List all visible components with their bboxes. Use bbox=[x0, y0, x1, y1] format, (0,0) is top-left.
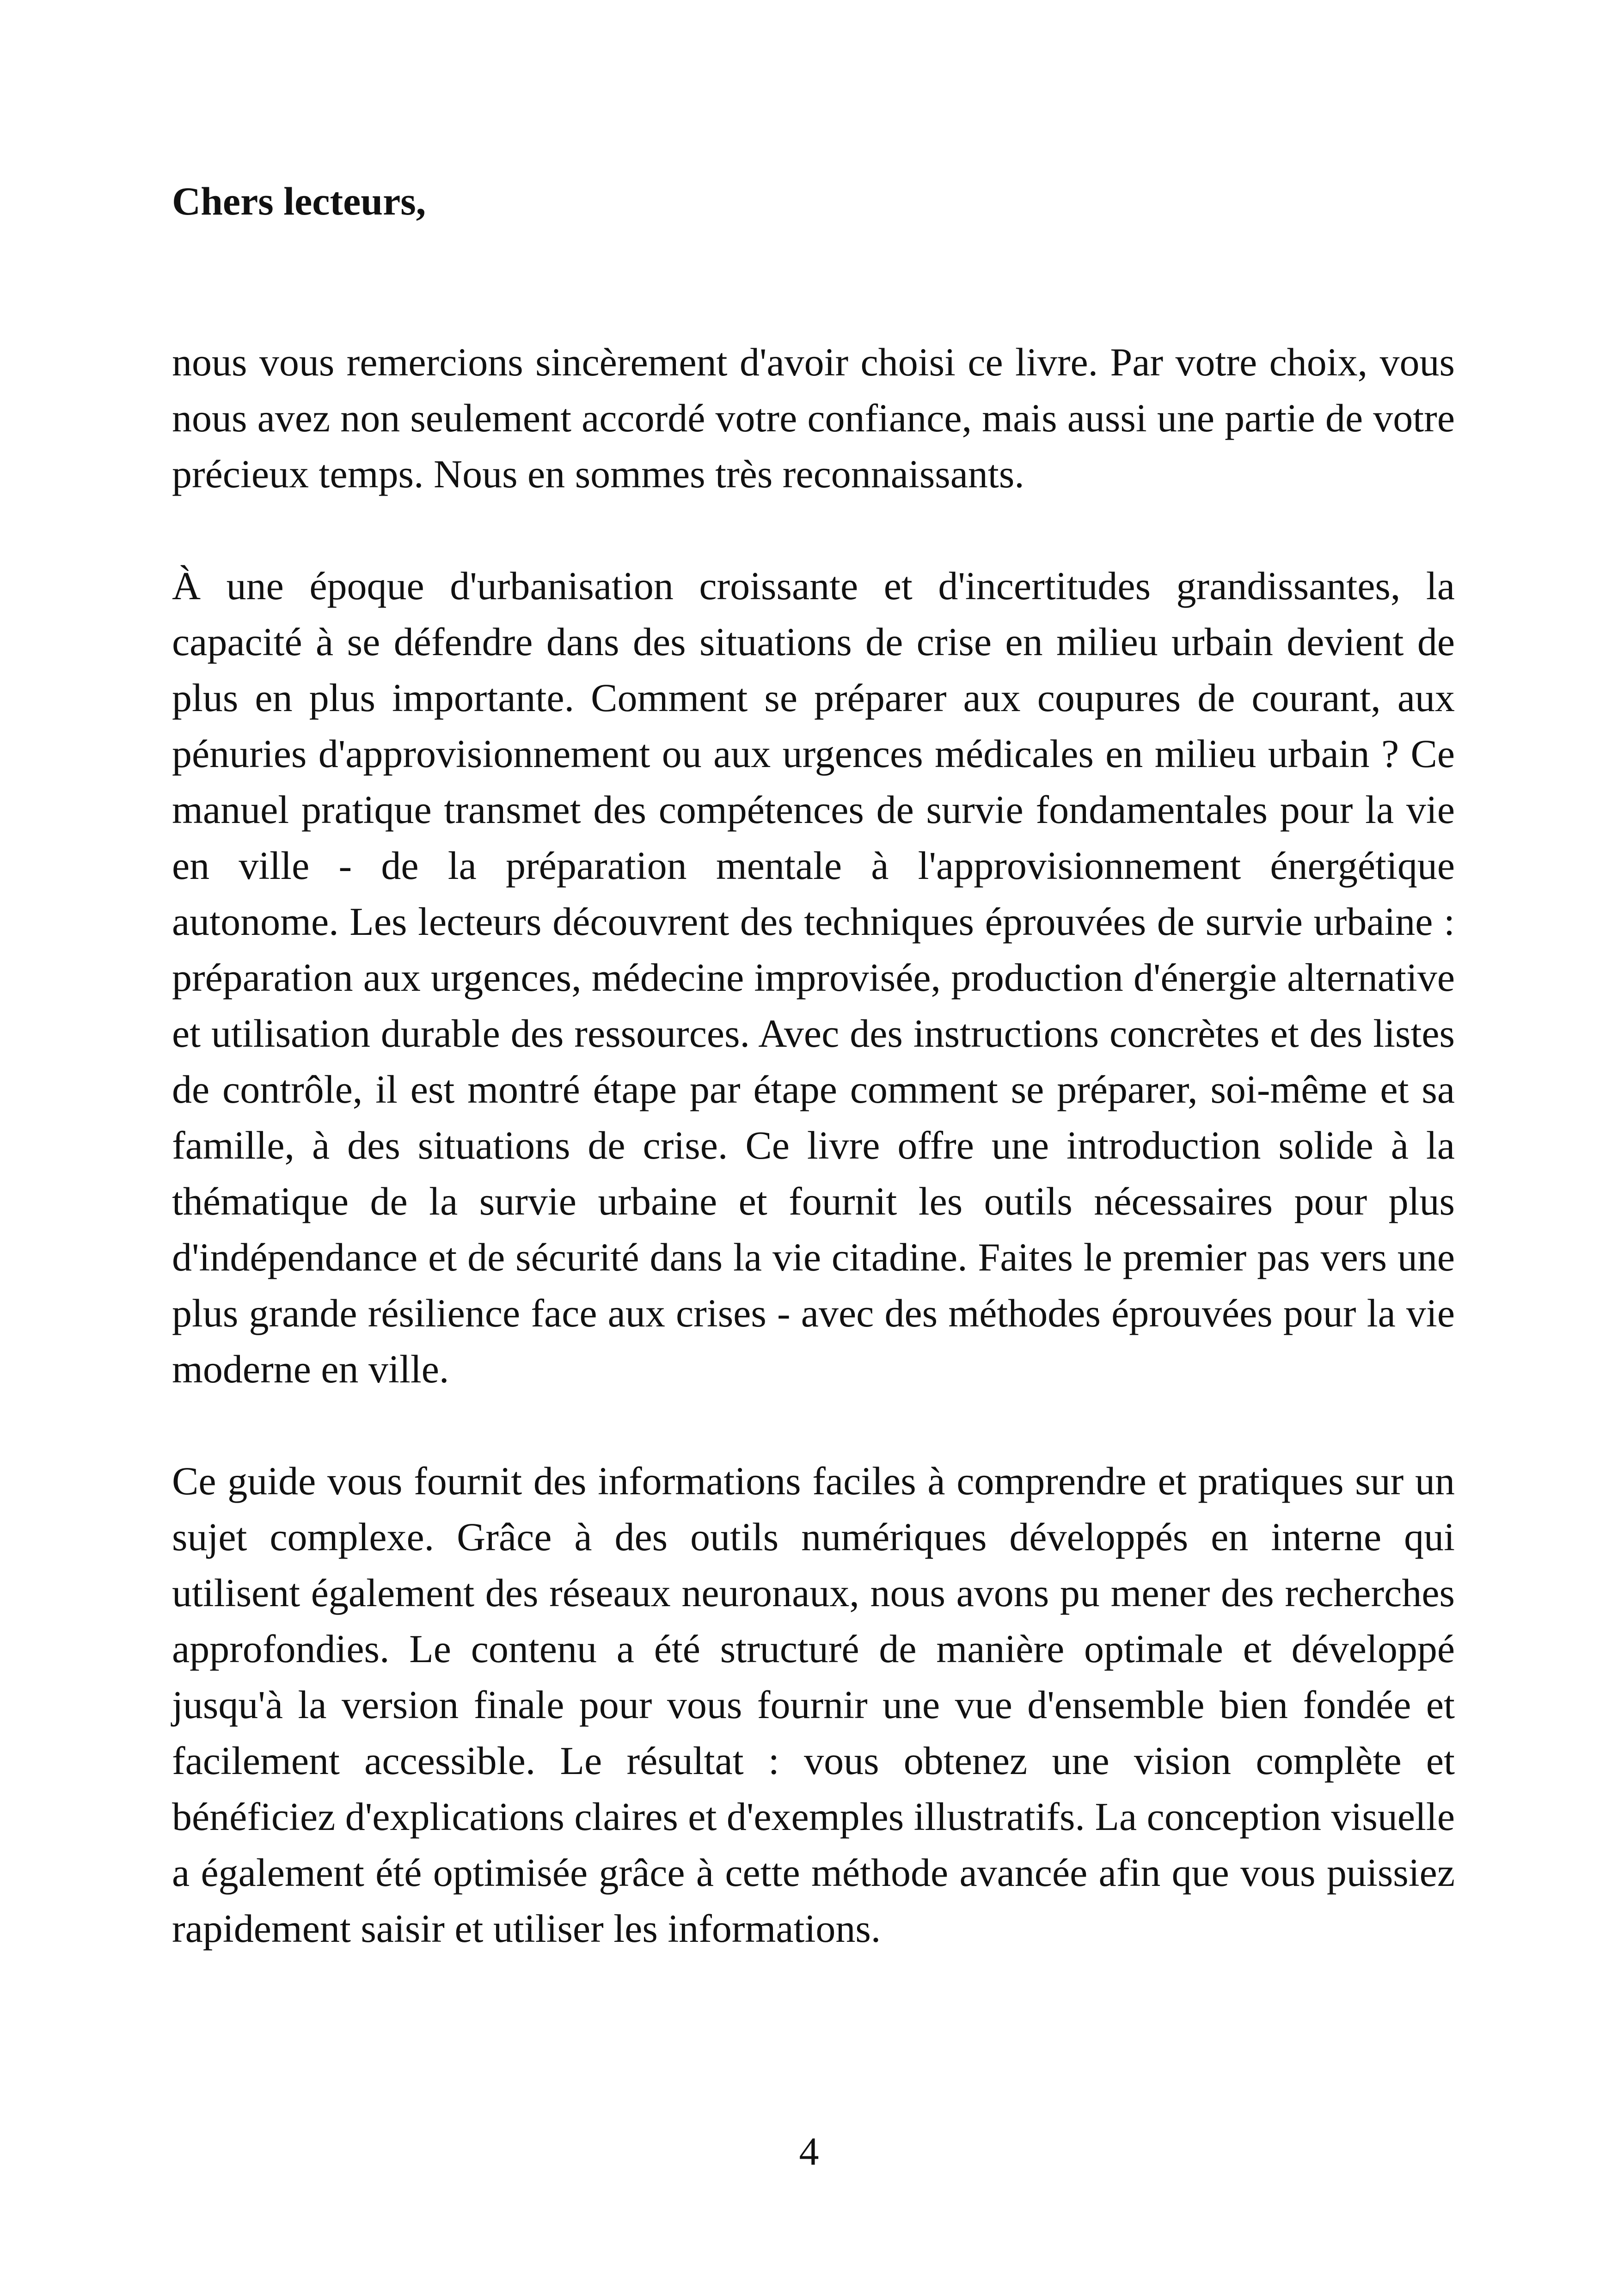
paragraph-thanks: nous vous remercions sincèrement d'avoir choisi ce livre. Par votre choix, vous nous avez non seulement accordé votre confiance, mais aussi une partie de votre précieux temps. Nous en sommes très reconnaissants. bbox=[172, 340, 1455, 496]
page-number: 4 bbox=[799, 2129, 819, 2173]
paragraph-guide-method: Ce guide vous fournit des informations faciles à comprendre et pratiques sur un sujet complexe. Grâce à des outils numériques développés en interne qui utilisent également des réseaux neuronaux, nous avons pu mener des recherches approfondies. Le contenu a été structuré de manière optimale et développé jusqu'à la version finale pour vous fournir une vue d'ensemble bien fondée et facilement accessible. Le résultat : vous obtenez une vision complète et bénéficiez d'explications claires et d'exemples illustratifs. La conception visuelle a également été optimisée grâce à cette méthode avancée afin que vous puissiez rapidement saisir et utiliser les informations. bbox=[172, 1459, 1455, 1951]
letter-body bbox=[172, 176, 1455, 1957]
salutation-heading: Chers lecteurs, bbox=[172, 179, 426, 223]
paragraph-book-description: À une époque d'urbanisation croissante et d'incertitudes grandissantes, la capacité à se défendre dans des situations de crise en milieu urbain devient de plus en plus importante. Comment se préparer aux coupures de courant, aux pénuries d'approvisionnement ou aux urgences médicales en milieu urbain ? Ce manuel pratique transmet des compétences de survie fondamentales pour la vie en ville - de la préparation mentale à l'approvisionnement énergétique autonome. Les lecteurs découvrent des techniques éprouvées de survie urbaine : préparation aux urgences, médecine improvisée, production d'énergie alternative et utilisation durable des ressources. Avec des instructions concrètes et des listes de contrôle, il est montré étape par étape comment se préparer, soi-même et sa famille, à des situations de crise. Ce livre offre une introduction solide à la thématique de la survie urbaine et fournit les outils nécessaires pour plus d'indépendance et de sécurité dans la vie citadine. Faites le premier pas vers une plus grande résilience face aux crises - avec des méthodes éprouvées pour la vie moderne en ville. bbox=[172, 564, 1455, 1391]
